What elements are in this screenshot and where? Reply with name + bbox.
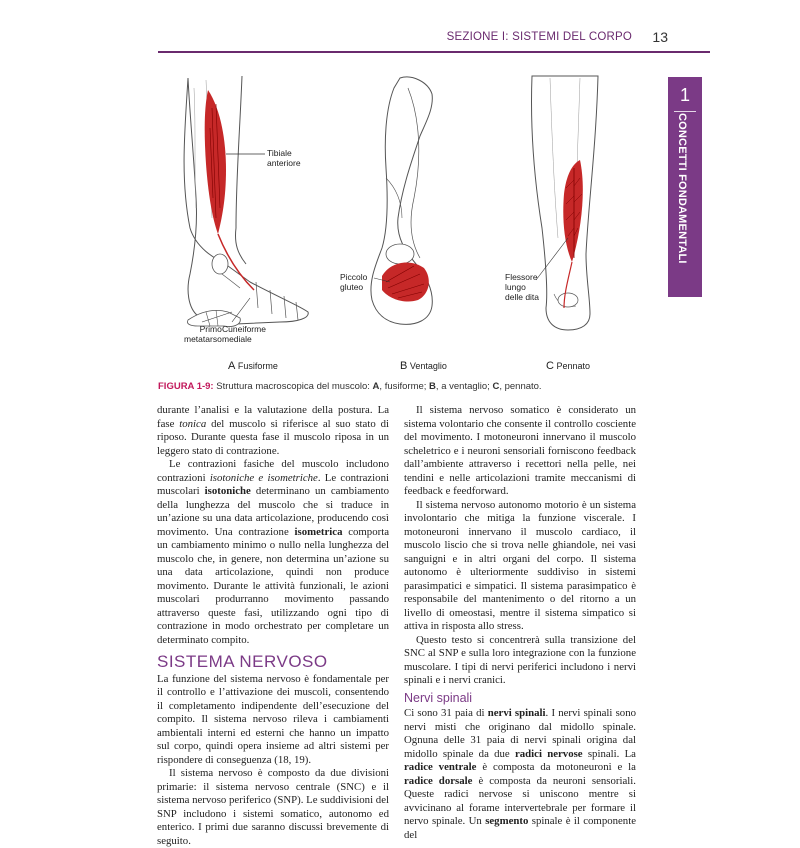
page-number: 13	[652, 29, 668, 45]
paragraph: Il sistema nervoso è composto da due divisioni primarie: il sistema nervoso centrale (SNC) e il sistema nervoso periferico (SNP). Le suddivisioni del SNP includono i sistemi somatico, autonomo ed enterico. I primi due saranno discussi brevemente di seguito.	[157, 767, 389, 847]
caption-text: , a ventaglio;	[435, 381, 493, 392]
right-column	[404, 404, 636, 842]
label-piccolo-gluteo	[340, 272, 367, 292]
label-line: lungo	[505, 282, 526, 292]
label-line: Primo	[199, 324, 222, 334]
paragraph: La funzione del sistema nervoso è fondamentale per il controllo e l’attivazione dei muscoli, consentendo il completamento indipendente dell’esecuzione del compito. Il sistema nervoso rileva i cambiamenti ambientali interni ed esterni che hanno un impatto sul corpo, quindi opera insieme ad altri sistemi per rispondere di conseguenza (18, 19).	[157, 672, 389, 766]
chapter-tab	[668, 77, 702, 297]
paragraph	[157, 404, 389, 458]
label-primo-metatarso	[184, 324, 222, 344]
label-line: anteriore	[267, 158, 301, 168]
label-line: Tibiale	[267, 148, 292, 158]
text-run: durante l’analisi e la valutazione della postura. La fase	[157, 404, 389, 430]
panel-letter: A	[228, 360, 236, 372]
paragraph: Il sistema nervoso autonomo motorio è un sistema involontario che mitiga la funzione viscerale. I motoneuroni innervano il muscolo cardiaco, il muscolo liscio che si trova nelle ghiandole, nei vasi sanguigni e in altri organi del corpo. Il sistema autonomo è ulteriormente suddiviso in sistemi parasimpatici e simpatici. Il sistema parasimpatico è responsabile del mantenimento o del ritorno a un livello di omeostasi, mentre il sistema simpatico si attiva in risposta allo stress.	[404, 498, 636, 632]
text-run: . I nervi spinali sono nervi misti che originano dal midollo spinale. Ognuna delle 31 paia di nervi spinali origina dal midollo spinale da due	[404, 707, 636, 760]
label-line: delle dita	[505, 292, 540, 302]
label-line: gluteo	[340, 282, 364, 292]
bold-term: radice dorsale	[404, 774, 473, 787]
chapter-title: CONCETTI FONDAMENTALI	[676, 113, 688, 264]
label-line: Cuneiforme	[222, 324, 266, 334]
label-line: metatarso	[184, 334, 222, 344]
text-run: del muscolo si riferisce al suo stato di riposo. Durante questa fase il muscolo riposa in un leggero stato di contrazione.	[157, 417, 389, 457]
label-line: Flessore	[505, 272, 538, 282]
italic-term: tonica	[179, 417, 207, 430]
text-run: Ci sono 31 paia di	[404, 707, 488, 719]
text-run: determinano un cambiamento della lunghezza del muscolo che si traduce in un’azione su una data articolazione, producendo così movimento. Una contrazione	[157, 485, 389, 538]
text-run: . Le contrazioni muscolari	[157, 471, 389, 497]
text-run: comporta un cambiamento minimo o nullo nella lunghezza del muscolo che, in genere, non determina un’azione su una data articolazione, quindi non produce movimento. Durante le attività funzionali, le azioni muscolari produrranno movimento passando attraverso queste fasi, utilizzando ogni tipo di contrazione in modo orchestrato per completare un determinato compito.	[157, 525, 389, 646]
header-rule	[158, 51, 710, 53]
bold-term: radice ventrale	[404, 761, 477, 773]
label-tibiale-anteriore	[267, 148, 301, 168]
caption-letter: A	[372, 381, 380, 392]
bold-term: nervi spinali	[487, 707, 546, 719]
panel-name: Pennato	[556, 361, 590, 371]
text-run: è composta da motoneuroni e la	[476, 761, 636, 773]
text-run: è composta da neuroni sensoriali. Queste radici nervose si uniscono mentre si avvicinano al forame intervertebrale per formare il nervo spinale. Un	[404, 774, 636, 827]
left-column	[157, 404, 389, 848]
figure-number: FIGURA 1-9:	[158, 381, 214, 392]
panel-name: Ventaglio	[409, 361, 447, 371]
figure-muscle-architecture	[150, 68, 670, 378]
bold-term: radici nervose	[514, 747, 583, 760]
panel-label-a	[228, 360, 278, 372]
panel-letter: B	[400, 360, 408, 372]
running-header	[0, 31, 668, 51]
figure-caption	[158, 381, 698, 392]
header-section-title: SEZIONE I: SISTEMI DEL CORPO	[446, 31, 632, 43]
paragraph: Questo testo si concentrerà sulla transizione del SNC al SNP e sulla loro integrazione con la funzione muscolare. I tipi di nervi periferici includono i nervi spinali e i nervi cranici.	[404, 633, 636, 686]
caption-text: , pennato.	[499, 381, 542, 392]
label-cuneiforme-mediale	[222, 324, 266, 344]
panel-label-b	[400, 360, 447, 372]
caption-text: Struttura macroscopica del muscolo:	[213, 381, 373, 392]
chapter-number: 1	[679, 85, 690, 105]
panel-name: Fusiforme	[237, 361, 278, 371]
section-heading: SISTEMA NERVOSO	[157, 652, 328, 671]
text-run: Le contrazioni fasiche del muscolo includono contrazioni	[157, 458, 389, 484]
paragraph	[404, 707, 636, 842]
label-line: Piccolo	[340, 272, 368, 282]
caption-letter: B	[429, 381, 436, 392]
text-run: spinali. La	[582, 747, 636, 760]
paragraph: Il sistema nervoso somatico è considerato un sistema volontario che consente il controllo cosciente del movimento. I motoneuroni innervano il muscolo scheletrico e i neuroni sensoriali forniscono feedback dall’ambiente attraverso i recettori nella pelle, nei tendini e nelle articolazioni tramite meccanismi di feedback e feedforward.	[404, 404, 636, 497]
subsection-heading: Nervi spinali	[404, 690, 473, 705]
panel-letter: C	[546, 360, 554, 372]
panel-label-c	[546, 360, 590, 372]
text-run: spinale è il componente del	[404, 815, 636, 841]
italic-term: isotoniche e isometriche	[209, 471, 318, 484]
bold-term: isometrica	[294, 525, 343, 538]
chapter-divider	[674, 111, 696, 112]
bold-term: segmento	[485, 815, 529, 827]
caption-letter: C	[492, 381, 500, 392]
paragraph	[157, 458, 389, 647]
label-flessore-lungo-delle-dita	[505, 272, 539, 302]
caption-text: , fusiforme;	[379, 381, 430, 392]
panel-a-leg-drawing	[184, 76, 308, 325]
label-line: mediale	[222, 334, 252, 344]
bold-term: isotoniche	[204, 485, 251, 497]
